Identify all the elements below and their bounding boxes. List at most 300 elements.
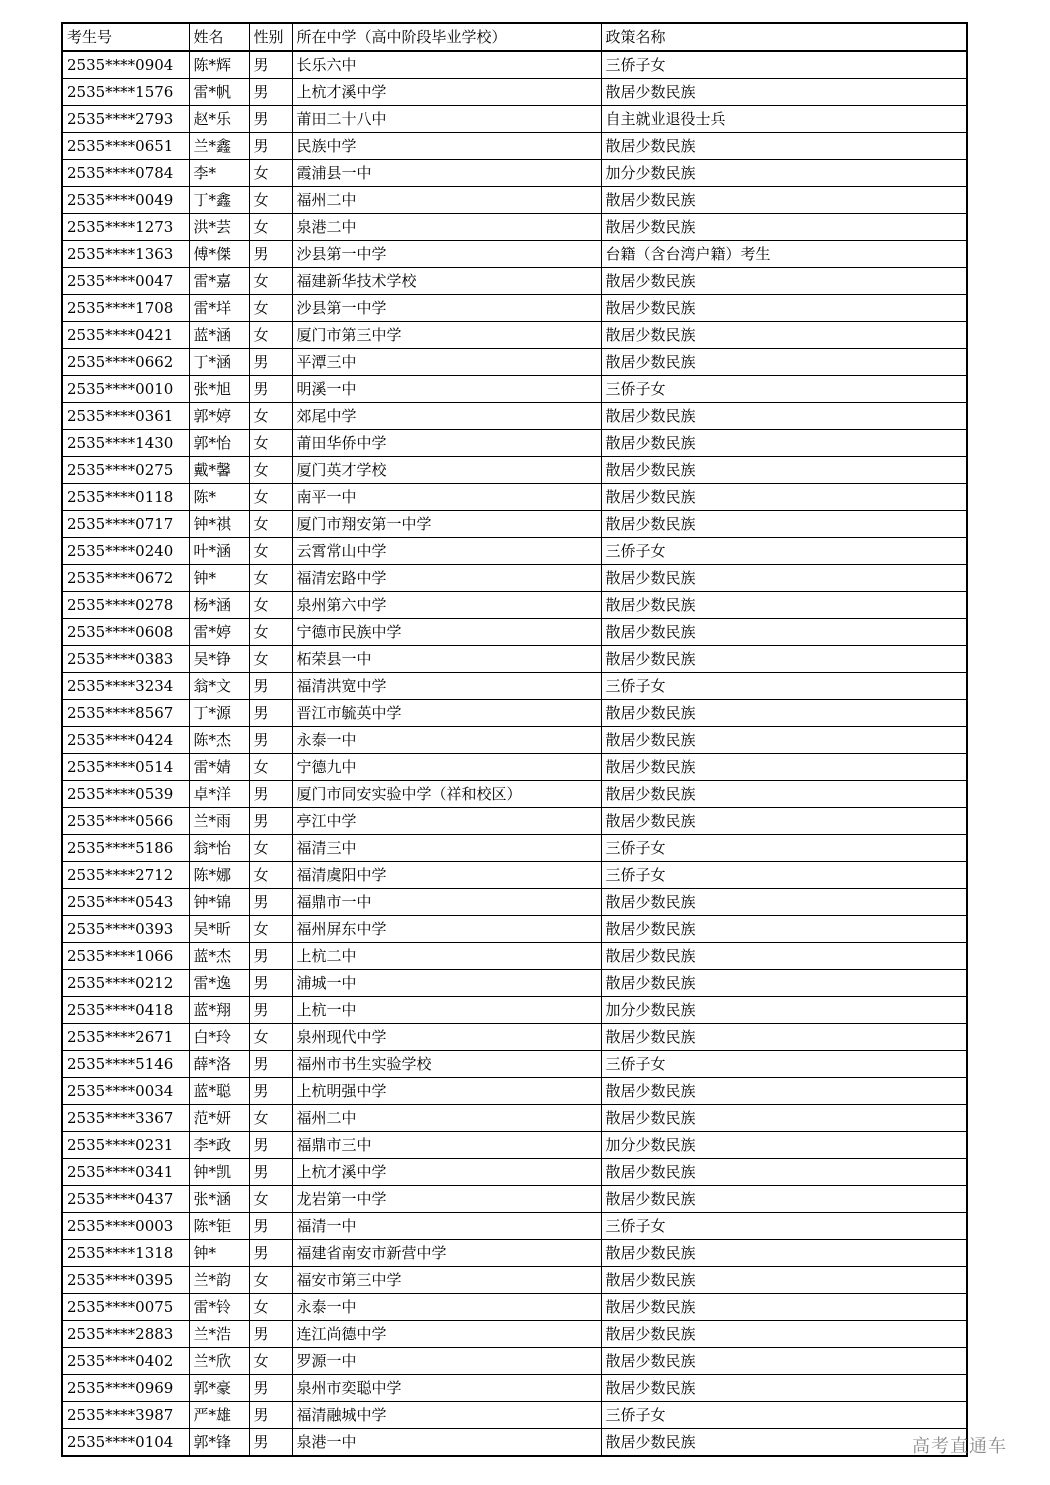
cell-gender: 女	[249, 565, 292, 592]
cell-gender: 男	[249, 727, 292, 754]
cell-name: 范*妍	[189, 1105, 249, 1132]
cell-exam-number: 2535****1066	[62, 943, 189, 970]
cell-school: 莆田华侨中学	[292, 430, 601, 457]
cell-policy: 散居少数民族	[601, 781, 967, 808]
cell-school: 泉港一中	[292, 1429, 601, 1457]
cell-gender: 男	[249, 106, 292, 133]
cell-policy: 散居少数民族	[601, 457, 967, 484]
cell-school: 福州二中	[292, 1105, 601, 1132]
cell-name: 兰*雨	[189, 808, 249, 835]
cell-name: 钟*	[189, 1240, 249, 1267]
cell-school: 霞浦县一中	[292, 160, 601, 187]
table-row	[62, 376, 967, 403]
cell-school: 云霄常山中学	[292, 538, 601, 565]
cell-policy: 散居少数民族	[601, 1240, 967, 1267]
cell-policy: 三侨子女	[601, 673, 967, 700]
table-row	[62, 1267, 967, 1294]
cell-policy: 散居少数民族	[601, 943, 967, 970]
cell-policy: 散居少数民族	[601, 1294, 967, 1321]
cell-school: 永泰一中	[292, 1294, 601, 1321]
table-row	[62, 322, 967, 349]
table-row	[62, 457, 967, 484]
table-row	[62, 943, 967, 970]
cell-name: 陈*杰	[189, 727, 249, 754]
cell-policy: 三侨子女	[601, 538, 967, 565]
cell-school: 南平一中	[292, 484, 601, 511]
table-row	[62, 51, 967, 79]
cell-exam-number: 2535****1708	[62, 295, 189, 322]
cell-policy: 散居少数民族	[601, 214, 967, 241]
cell-policy: 散居少数民族	[601, 295, 967, 322]
table-row	[62, 1321, 967, 1348]
cell-school: 福建新华技术学校	[292, 268, 601, 295]
cell-gender: 女	[249, 187, 292, 214]
cell-exam-number: 2535****0402	[62, 1348, 189, 1375]
cell-exam-number: 2535****2883	[62, 1321, 189, 1348]
cell-policy: 散居少数民族	[601, 430, 967, 457]
table-row	[62, 889, 967, 916]
cell-exam-number: 2535****0784	[62, 160, 189, 187]
cell-gender: 男	[249, 1213, 292, 1240]
cell-exam-number: 2535****0514	[62, 754, 189, 781]
cell-exam-number: 2535****1363	[62, 241, 189, 268]
cell-name: 兰*鑫	[189, 133, 249, 160]
table-row	[62, 1375, 967, 1402]
cell-exam-number: 2535****0421	[62, 322, 189, 349]
cell-name: 吴*昕	[189, 916, 249, 943]
cell-exam-number: 2535****0034	[62, 1078, 189, 1105]
cell-policy: 散居少数民族	[601, 268, 967, 295]
cell-exam-number: 2535****0361	[62, 403, 189, 430]
cell-name: 张*旭	[189, 376, 249, 403]
cell-exam-number: 2535****0904	[62, 51, 189, 79]
cell-gender: 女	[249, 430, 292, 457]
header-exam-number: 考生号	[62, 23, 189, 51]
cell-name: 钟*锦	[189, 889, 249, 916]
cell-policy: 散居少数民族	[601, 349, 967, 376]
cell-exam-number: 2535****2712	[62, 862, 189, 889]
table-row	[62, 295, 967, 322]
cell-school: 柘荣县一中	[292, 646, 601, 673]
cell-exam-number: 2535****0393	[62, 916, 189, 943]
cell-name: 雷*垟	[189, 295, 249, 322]
cell-school: 福清三中	[292, 835, 601, 862]
cell-gender: 男	[249, 1321, 292, 1348]
cell-exam-number: 2535****3367	[62, 1105, 189, 1132]
cell-exam-number: 2535****1318	[62, 1240, 189, 1267]
cell-policy: 散居少数民族	[601, 1348, 967, 1375]
cell-exam-number: 2535****0047	[62, 268, 189, 295]
table-row	[62, 484, 967, 511]
cell-name: 钟*凯	[189, 1159, 249, 1186]
cell-exam-number: 2535****3234	[62, 673, 189, 700]
cell-exam-number: 2535****8567	[62, 700, 189, 727]
cell-exam-number: 2535****0240	[62, 538, 189, 565]
cell-exam-number: 2535****0566	[62, 808, 189, 835]
cell-gender: 女	[249, 1024, 292, 1051]
cell-policy: 三侨子女	[601, 1213, 967, 1240]
cell-name: 雷*嘉	[189, 268, 249, 295]
cell-name: 雷*帆	[189, 79, 249, 106]
table-row	[62, 1132, 967, 1159]
cell-gender: 女	[249, 835, 292, 862]
table-row	[62, 970, 967, 997]
table-row	[62, 1348, 967, 1375]
cell-gender: 男	[249, 51, 292, 79]
cell-school: 沙县第一中学	[292, 241, 601, 268]
cell-name: 杨*涵	[189, 592, 249, 619]
cell-policy: 散居少数民族	[601, 322, 967, 349]
cell-exam-number: 2535****0662	[62, 349, 189, 376]
cell-gender: 男	[249, 943, 292, 970]
table-row	[62, 1186, 967, 1213]
cell-gender: 女	[249, 1267, 292, 1294]
cell-policy: 散居少数民族	[601, 403, 967, 430]
cell-name: 叶*涵	[189, 538, 249, 565]
table-row	[62, 916, 967, 943]
table-row	[62, 511, 967, 538]
cell-school: 泉州市奕聪中学	[292, 1375, 601, 1402]
table-row	[62, 781, 967, 808]
cell-gender: 女	[249, 214, 292, 241]
cell-name: 丁*源	[189, 700, 249, 727]
cell-school: 福清宏路中学	[292, 565, 601, 592]
cell-gender: 男	[249, 241, 292, 268]
cell-gender: 男	[249, 1429, 292, 1457]
cell-gender: 女	[249, 862, 292, 889]
cell-gender: 女	[249, 1105, 292, 1132]
cell-gender: 女	[249, 916, 292, 943]
cell-name: 蓝*杰	[189, 943, 249, 970]
cell-school: 泉港二中	[292, 214, 601, 241]
table-row	[62, 673, 967, 700]
cell-school: 莆田二十八中	[292, 106, 601, 133]
cell-gender: 男	[249, 808, 292, 835]
cell-school: 泉州现代中学	[292, 1024, 601, 1051]
cell-policy: 散居少数民族	[601, 1321, 967, 1348]
cell-gender: 女	[249, 160, 292, 187]
cell-gender: 男	[249, 1402, 292, 1429]
table-row	[62, 1402, 967, 1429]
cell-gender: 女	[249, 1186, 292, 1213]
cell-gender: 男	[249, 673, 292, 700]
cell-gender: 女	[249, 268, 292, 295]
table-row	[62, 133, 967, 160]
cell-gender: 女	[249, 619, 292, 646]
cell-policy: 散居少数民族	[601, 592, 967, 619]
cell-policy: 三侨子女	[601, 1402, 967, 1429]
cell-gender: 女	[249, 511, 292, 538]
table-row	[62, 403, 967, 430]
cell-exam-number: 2535****0651	[62, 133, 189, 160]
cell-policy: 散居少数民族	[601, 79, 967, 106]
cell-policy: 台籍（含台湾户籍）考生	[601, 241, 967, 268]
cell-policy: 散居少数民族	[601, 1078, 967, 1105]
header-school: 所在中学（高中阶段毕业学校）	[292, 23, 601, 51]
cell-policy: 散居少数民族	[601, 133, 967, 160]
cell-school: 福清洪宽中学	[292, 673, 601, 700]
cell-gender: 女	[249, 538, 292, 565]
cell-policy: 散居少数民族	[601, 619, 967, 646]
cell-name: 郭*豪	[189, 1375, 249, 1402]
cell-name: 戴*馨	[189, 457, 249, 484]
cell-school: 福州二中	[292, 187, 601, 214]
cell-exam-number: 2535****0118	[62, 484, 189, 511]
table-row	[62, 538, 967, 565]
cell-school: 福清虞阳中学	[292, 862, 601, 889]
cell-name: 陈*钜	[189, 1213, 249, 1240]
header-policy: 政策名称	[601, 23, 967, 51]
cell-policy: 加分少数民族	[601, 1132, 967, 1159]
table-row	[62, 1240, 967, 1267]
cell-exam-number: 2535****0543	[62, 889, 189, 916]
cell-exam-number: 2535****0969	[62, 1375, 189, 1402]
cell-policy: 加分少数民族	[601, 997, 967, 1024]
cell-policy: 散居少数民族	[601, 511, 967, 538]
cell-policy: 散居少数民族	[601, 187, 967, 214]
table-row	[62, 754, 967, 781]
cell-gender: 男	[249, 781, 292, 808]
table-row	[62, 214, 967, 241]
cell-school: 罗源一中	[292, 1348, 601, 1375]
cell-policy: 三侨子女	[601, 862, 967, 889]
cell-exam-number: 2535****5186	[62, 835, 189, 862]
cell-policy: 散居少数民族	[601, 1429, 967, 1457]
cell-name: 蓝*涵	[189, 322, 249, 349]
cell-school: 永泰一中	[292, 727, 601, 754]
table-row	[62, 646, 967, 673]
cell-policy: 散居少数民族	[601, 916, 967, 943]
cell-policy: 散居少数民族	[601, 1186, 967, 1213]
table-row	[62, 1105, 967, 1132]
cell-school: 福鼎市一中	[292, 889, 601, 916]
cell-school: 上杭明强中学	[292, 1078, 601, 1105]
cell-school: 郊尾中学	[292, 403, 601, 430]
cell-name: 陈*辉	[189, 51, 249, 79]
cell-name: 雷*婷	[189, 619, 249, 646]
cell-exam-number: 2535****0395	[62, 1267, 189, 1294]
cell-name: 李*	[189, 160, 249, 187]
cell-gender: 女	[249, 592, 292, 619]
cell-school: 厦门英才学校	[292, 457, 601, 484]
cell-name: 张*涵	[189, 1186, 249, 1213]
table-row	[62, 565, 967, 592]
cell-policy: 散居少数民族	[601, 1105, 967, 1132]
cell-school: 宁德九中	[292, 754, 601, 781]
cell-school: 晋江市毓英中学	[292, 700, 601, 727]
cell-gender: 男	[249, 1375, 292, 1402]
cell-school: 长乐六中	[292, 51, 601, 79]
header-name: 姓名	[189, 23, 249, 51]
cell-gender: 男	[249, 1240, 292, 1267]
cell-school: 福鼎市三中	[292, 1132, 601, 1159]
cell-exam-number: 2535****0717	[62, 511, 189, 538]
cell-name: 陈*娜	[189, 862, 249, 889]
cell-name: 严*雄	[189, 1402, 249, 1429]
cell-name: 兰*韵	[189, 1267, 249, 1294]
cell-exam-number: 2535****0003	[62, 1213, 189, 1240]
cell-name: 白*玲	[189, 1024, 249, 1051]
cell-policy: 三侨子女	[601, 376, 967, 403]
cell-name: 兰*浩	[189, 1321, 249, 1348]
table-row	[62, 1159, 967, 1186]
cell-name: 李*政	[189, 1132, 249, 1159]
cell-gender: 男	[249, 997, 292, 1024]
cell-gender: 女	[249, 322, 292, 349]
cell-gender: 女	[249, 1294, 292, 1321]
cell-name: 丁*涵	[189, 349, 249, 376]
cell-school: 上杭二中	[292, 943, 601, 970]
cell-exam-number: 2535****0608	[62, 619, 189, 646]
cell-school: 上杭才溪中学	[292, 1159, 601, 1186]
cell-exam-number: 2535****0672	[62, 565, 189, 592]
cell-name: 薛*洛	[189, 1051, 249, 1078]
cell-school: 福清融城中学	[292, 1402, 601, 1429]
cell-exam-number: 2535****5146	[62, 1051, 189, 1078]
cell-exam-number: 2535****0010	[62, 376, 189, 403]
cell-gender: 女	[249, 457, 292, 484]
cell-exam-number: 2535****0278	[62, 592, 189, 619]
cell-policy: 散居少数民族	[601, 727, 967, 754]
cell-exam-number: 2535****0383	[62, 646, 189, 673]
table-row	[62, 241, 967, 268]
cell-name: 钟*	[189, 565, 249, 592]
cell-school: 福建省南安市新营中学	[292, 1240, 601, 1267]
cell-policy: 自主就业退役士兵	[601, 106, 967, 133]
watermark: 高考直通车	[912, 1436, 1007, 1457]
cell-name: 吴*铮	[189, 646, 249, 673]
table-row	[62, 79, 967, 106]
table-row	[62, 997, 967, 1024]
cell-exam-number: 2535****0104	[62, 1429, 189, 1457]
cell-exam-number: 2535****1576	[62, 79, 189, 106]
cell-policy: 散居少数民族	[601, 808, 967, 835]
cell-gender: 男	[249, 970, 292, 997]
cell-exam-number: 2535****0437	[62, 1186, 189, 1213]
cell-gender: 男	[249, 133, 292, 160]
table-row	[62, 700, 967, 727]
table-row	[62, 160, 967, 187]
cell-name: 雷*逸	[189, 970, 249, 997]
cell-exam-number: 2535****2671	[62, 1024, 189, 1051]
cell-gender: 女	[249, 403, 292, 430]
cell-policy: 三侨子女	[601, 835, 967, 862]
cell-gender: 女	[249, 295, 292, 322]
cell-policy: 散居少数民族	[601, 484, 967, 511]
cell-exam-number: 2535****0075	[62, 1294, 189, 1321]
cell-school: 宁德市民族中学	[292, 619, 601, 646]
cell-school: 龙岩第一中学	[292, 1186, 601, 1213]
cell-policy: 三侨子女	[601, 1051, 967, 1078]
cell-gender: 男	[249, 889, 292, 916]
cell-school: 平潭三中	[292, 349, 601, 376]
cell-school: 厦门市翔安第一中学	[292, 511, 601, 538]
table-row	[62, 862, 967, 889]
cell-school: 上杭一中	[292, 997, 601, 1024]
table-row	[62, 1213, 967, 1240]
table-row	[62, 430, 967, 457]
cell-gender: 男	[249, 79, 292, 106]
table-row	[62, 268, 967, 295]
cell-school: 厦门市第三中学	[292, 322, 601, 349]
cell-policy: 散居少数民族	[601, 1267, 967, 1294]
table-row	[62, 592, 967, 619]
cell-school: 厦门市同安实验中学（祥和校区）	[292, 781, 601, 808]
cell-school: 亭江中学	[292, 808, 601, 835]
cell-exam-number: 2535****0275	[62, 457, 189, 484]
cell-school: 连江尚德中学	[292, 1321, 601, 1348]
cell-name: 蓝*翔	[189, 997, 249, 1024]
cell-gender: 男	[249, 1159, 292, 1186]
cell-policy: 散居少数民族	[601, 646, 967, 673]
cell-gender: 女	[249, 754, 292, 781]
cell-policy: 散居少数民族	[601, 970, 967, 997]
cell-gender: 男	[249, 1051, 292, 1078]
cell-exam-number: 2535****0539	[62, 781, 189, 808]
cell-gender: 女	[249, 1348, 292, 1375]
cell-policy: 散居少数民族	[601, 1159, 967, 1186]
table-row	[62, 1078, 967, 1105]
cell-exam-number: 2535****0049	[62, 187, 189, 214]
table-row	[62, 1429, 967, 1457]
cell-gender: 男	[249, 700, 292, 727]
cell-school: 福清一中	[292, 1213, 601, 1240]
cell-exam-number: 2535****2793	[62, 106, 189, 133]
cell-gender: 男	[249, 349, 292, 376]
table-row	[62, 187, 967, 214]
table-row	[62, 1294, 967, 1321]
cell-name: 翁*文	[189, 673, 249, 700]
cell-school: 福安市第三中学	[292, 1267, 601, 1294]
cell-gender: 女	[249, 646, 292, 673]
cell-exam-number: 2535****1430	[62, 430, 189, 457]
cell-school: 上杭才溪中学	[292, 79, 601, 106]
cell-policy: 散居少数民族	[601, 1024, 967, 1051]
cell-exam-number: 2535****0341	[62, 1159, 189, 1186]
cell-exam-number: 2535****1273	[62, 214, 189, 241]
cell-name: 郭*怡	[189, 430, 249, 457]
table-row	[62, 349, 967, 376]
cell-name: 翁*怡	[189, 835, 249, 862]
table-row	[62, 1024, 967, 1051]
cell-school: 沙县第一中学	[292, 295, 601, 322]
cell-name: 雷*铃	[189, 1294, 249, 1321]
cell-name: 兰*欣	[189, 1348, 249, 1375]
cell-policy: 三侨子女	[601, 51, 967, 79]
cell-gender: 女	[249, 484, 292, 511]
cell-name: 郭*婷	[189, 403, 249, 430]
cell-name: 丁*鑫	[189, 187, 249, 214]
cell-school: 明溪一中	[292, 376, 601, 403]
table-row	[62, 1051, 967, 1078]
cell-exam-number: 2535****3987	[62, 1402, 189, 1429]
cell-policy: 散居少数民族	[601, 754, 967, 781]
table-header-row	[62, 23, 967, 51]
cell-exam-number: 2535****0212	[62, 970, 189, 997]
cell-school: 福州屏东中学	[292, 916, 601, 943]
table-row	[62, 835, 967, 862]
cell-policy: 散居少数民族	[601, 700, 967, 727]
cell-name: 傅*傑	[189, 241, 249, 268]
table-row	[62, 808, 967, 835]
cell-name: 卓*洋	[189, 781, 249, 808]
cell-name: 洪*芸	[189, 214, 249, 241]
table-row	[62, 727, 967, 754]
cell-gender: 男	[249, 376, 292, 403]
cell-name: 赵*乐	[189, 106, 249, 133]
table-row	[62, 106, 967, 133]
cell-policy: 散居少数民族	[601, 565, 967, 592]
